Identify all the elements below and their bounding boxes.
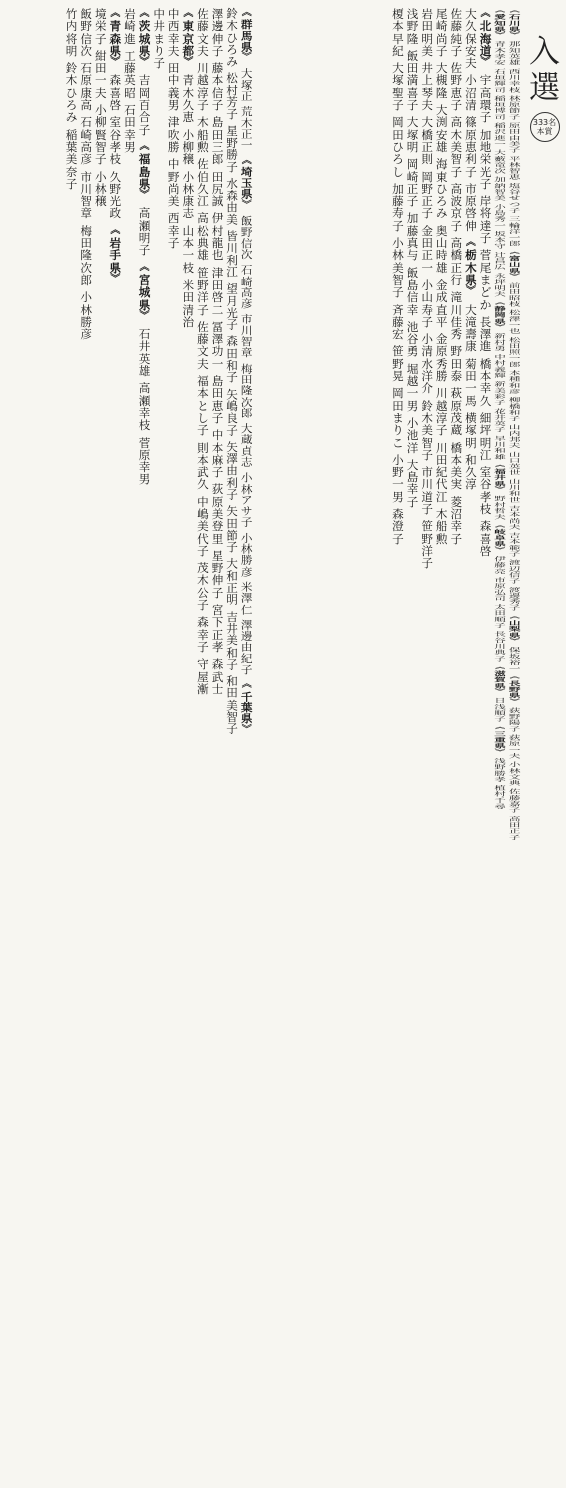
winner-name: 石 田 幸 男 <box>124 103 136 154</box>
winner-name: 稲 沢 進 一 <box>494 122 506 148</box>
winner-name: 中 本 麻 子 <box>211 428 224 480</box>
winner-name: 長 澤 進 <box>479 314 492 354</box>
winner-name: 岸 将 達 子 <box>479 194 492 246</box>
name-column <box>225 8 240 740</box>
winner-name: 大 藪 竜 次 <box>494 149 506 175</box>
name-column <box>449 8 464 550</box>
winner-name: 高 瀬 幸 枝 <box>138 381 151 433</box>
name-column <box>79 8 94 345</box>
winner-name: 橋 本 幸 久 <box>479 356 492 408</box>
winner-name: 加 地 栄 光 子 <box>479 127 492 191</box>
winner-name: 細 坪 明 江 <box>479 410 492 462</box>
winner-name: 澤 邊 伸 子 <box>211 7 224 58</box>
winner-name: 松 村 芳 子 <box>226 71 238 122</box>
winner-name: 小 野 一 男 <box>392 452 404 504</box>
name-column <box>93 8 108 212</box>
winner-name: 森 喜 啓 <box>109 73 122 113</box>
winner-name: 那 知 英 雄 <box>508 40 521 67</box>
winner-name: 佐 野 恵 子 <box>450 61 463 113</box>
winner-name: 岩 崎 進 <box>124 7 136 46</box>
winner-name: 大 和 正 明 <box>226 557 238 607</box>
winner-name: 岡 崎 正 子 <box>406 157 419 209</box>
winner-name: 斉 藤 宏 <box>392 302 404 342</box>
name-column <box>239 8 254 740</box>
winner-name: 冨 澤 功 一 <box>211 319 224 371</box>
winner-name: 岡 野 正 子 <box>421 169 433 221</box>
winner-name: 竹 内 将 明 <box>65 7 78 58</box>
winner-name: 植 村 千 尋 <box>494 784 506 811</box>
winner-name: 荻 原 美 登 里 <box>211 482 224 546</box>
winner-name: 佐 藤 嘉 子 <box>508 788 521 814</box>
name-column <box>405 8 420 513</box>
winner-name: 萩 原 茂 蔵 <box>450 386 463 438</box>
winner-name: 藤 本 信 子 <box>211 61 224 113</box>
winner-name: 川 越 淳 子 <box>197 61 209 113</box>
winner-name: 大 塚 明 <box>406 115 419 154</box>
name-column <box>493 8 508 812</box>
winner-name: 小 林 美 智 子 <box>392 236 404 300</box>
winner-name: 工 藤 英 昭 <box>124 48 136 100</box>
winner-name: 小 山 寿 子 <box>421 277 433 329</box>
winner-name: 飯 田 満 喜 子 <box>406 48 419 113</box>
winner-name: 佐 伯 久 江 <box>197 157 209 209</box>
winner-name: 大 島 幸 子 <box>406 457 419 509</box>
prefecture-heading: ︽ 北 海 道 ︾ <box>479 8 492 69</box>
winner-name: 米 澤 仁 <box>240 580 253 616</box>
prefecture-heading: ︽ 青 森 県 ︾ <box>109 8 122 69</box>
winner-name: 市 原 啓 伸 <box>465 181 477 233</box>
winner-name: 田 尻 誠 <box>211 169 224 209</box>
winner-name: 篠 原 恵 利 子 <box>465 115 477 179</box>
winner-name: 室 谷 孝 枝 <box>479 465 492 516</box>
prefecture-heading: ︽ 宮 城 県 ︾ <box>138 261 151 322</box>
winner-name: 小 林 勝 彦 <box>240 531 253 578</box>
winner-name: 松 田 照 一 郎 <box>508 336 521 368</box>
winner-name: 小 林 文 典 <box>508 761 521 787</box>
winner-name: 島 田 恵 子 <box>211 374 224 425</box>
winner-name: 岩 田 明 美 <box>421 7 433 58</box>
name-column <box>108 8 123 291</box>
winner-name: 梅 田 隆 次 郎 <box>80 223 92 287</box>
winner-name: 三 輪 洋 一 郎 <box>508 215 521 248</box>
winner-name: 小 柳 賢 智 子 <box>94 103 107 167</box>
winner-name: 小 島 秀 一 <box>494 203 506 229</box>
name-column <box>64 8 79 195</box>
winner-name: 平 林 智 恵 <box>508 155 521 181</box>
winner-name: 和 久 淳 <box>465 452 477 492</box>
winner-name: 高 松 典 雄 <box>197 211 209 263</box>
name-block-left <box>64 8 254 816</box>
name-column <box>123 8 138 158</box>
name-column <box>434 8 449 550</box>
winner-name: 高 橋 正 行 <box>450 236 463 287</box>
winner-name: 大 塚 聖 子 <box>392 61 404 113</box>
winner-name: 米 田 清 治 <box>182 277 195 329</box>
winner-name: 市 川 道 子 <box>421 465 433 516</box>
prefecture-heading: ︽ 東 京 都 ︾ <box>182 8 195 69</box>
prefecture-heading: ︽ 岐 阜 県 ︾ <box>494 522 506 553</box>
winner-name: 鈴 木 美 智 子 <box>421 398 433 462</box>
winner-name: 和 田 美 智 子 <box>226 674 238 736</box>
winner-name: 山 川 和 世 <box>508 477 521 504</box>
winner-name: 高 木 美 智 子 <box>450 115 463 179</box>
winner-name: 室 谷 孝 枝 <box>109 115 122 167</box>
winner-name: 長 谷 川 典 子 <box>494 630 506 663</box>
name-column <box>210 8 225 700</box>
winner-name: 中 村 義 輝 <box>494 353 506 380</box>
winner-name: 中 井 ま り 子 <box>153 7 165 71</box>
winner-name: 飯 島 信 幸 <box>406 265 419 317</box>
winner-name: 小 林 勝 彦 <box>80 290 92 342</box>
name-column <box>507 8 522 843</box>
name-column <box>196 8 211 700</box>
winner-name: 久 野 光 政 <box>109 169 122 221</box>
name-column <box>152 8 167 74</box>
winner-name: 渡 邊 秀 子 <box>508 586 521 612</box>
winner-name: 市 川 智 章 <box>240 312 253 359</box>
winner-name: 金 原 秀 勝 <box>435 332 448 384</box>
prefecture-heading: ︽ 三 重 県 ︾ <box>494 724 506 755</box>
winner-name: 大 橋 正 則 <box>421 115 433 167</box>
prefecture-heading: ︽ 埼 玉 県 ︾ <box>240 155 253 210</box>
winner-name: 高 波 京 子 <box>450 181 463 233</box>
winner-name: 荻 野 陽 子 <box>508 706 521 733</box>
winner-name: 佐 藤 文 夫 <box>197 7 209 58</box>
winner-name: 加 納 智 美 <box>494 176 506 202</box>
winner-name: 大 渕 安 雄 <box>435 103 448 154</box>
badge-count: 333名 <box>532 118 557 127</box>
winner-name: 奥 山 時 雄 <box>435 223 448 275</box>
name-column <box>137 8 152 491</box>
winner-name: 矢 澤 由 利 子 <box>226 440 238 502</box>
winner-name: 坂 本 守 <box>494 230 506 250</box>
winner-name: 池 谷 勇 <box>406 319 419 359</box>
winner-name: 田 中 義 男 <box>167 61 180 113</box>
winner-name: 水 森 由 美 <box>226 176 238 227</box>
winner-name: 西 川 幸 枝 <box>508 67 521 94</box>
winner-name: 飯 野 信 次 <box>80 7 92 58</box>
winner-name: 金 田 正 一 <box>421 223 433 275</box>
winner-name: 大 蔵 貞 志 <box>240 422 253 469</box>
winner-name: 小 林 ア サ 子 <box>240 471 253 529</box>
winner-name: 木 船 勲 <box>197 115 209 154</box>
winner-name: 星 野 伸 子 <box>211 548 224 600</box>
winner-name: 原 田 由 美 子 <box>508 122 521 154</box>
winner-name: 石 垣 輝 司 <box>494 67 506 94</box>
winner-name: 稲 葉 美 奈 子 <box>65 127 78 191</box>
name-column <box>391 8 406 550</box>
winner-name: 笹 野 洋 子 <box>197 265 209 317</box>
winner-name: 横 塚 明 <box>465 410 477 450</box>
winner-name: 津 吹 勝 <box>167 115 180 154</box>
winner-name: 星 野 勝 子 <box>226 124 238 174</box>
winner-name: 野 村 哲 夫 <box>494 495 506 521</box>
winner-name: 梅 田 隆 次 郎 <box>240 361 253 420</box>
winner-name: 本 種 和 彦 <box>508 369 521 395</box>
winner-name: 境 栄 子 <box>94 7 107 46</box>
winner-name: 青 木 久 恵 <box>182 73 195 125</box>
prefecture-heading: ︽ 茨 城 県 ︾ <box>138 8 151 69</box>
winner-name: 森 幸 子 <box>197 615 209 654</box>
winner-name: 加 藤 寿 子 <box>392 181 404 233</box>
winner-name: 笹 野 洋 子 <box>421 519 433 571</box>
winner-name: 守 屋 漸 <box>197 657 209 696</box>
winner-name: 矢 嶋 良 子 <box>226 387 238 437</box>
winner-name: 浅 野 隆 <box>406 7 419 46</box>
winner-name: 荻 原 一 夫 <box>508 734 521 760</box>
winner-name: 山 内 邦 夫 <box>508 423 521 450</box>
name-column <box>464 8 479 496</box>
winner-name: 中 嶋 美 代 子 <box>197 494 209 558</box>
winner-name: 澤 邊 由 紀 子 <box>240 618 253 676</box>
winner-name: 堀 越 一 男 <box>406 361 419 413</box>
winner-name: 滝 川 佳 秀 <box>450 290 463 342</box>
winner-name: 菅 尾 ま ど か <box>479 248 492 312</box>
winner-name: 高 田 正 子 <box>508 815 521 841</box>
winner-name: 福 本 と し 子 <box>197 374 209 438</box>
winner-name: 木 船 勲 <box>435 506 448 546</box>
winner-name: 笹 野 晃 <box>392 344 404 384</box>
winner-name: 新 美 彩 子 <box>494 380 506 407</box>
winner-name: 小 沼 清 <box>465 73 477 113</box>
winner-name: 柳 橋 和 子 <box>508 396 521 423</box>
winner-name: 松 澤 一 也 <box>508 309 521 335</box>
name-block-right <box>391 8 522 1488</box>
winner-name: 辻 昌 広 <box>494 251 506 271</box>
title-char-1: 入 <box>529 34 560 70</box>
winner-name: 中 西 幸 夫 <box>167 7 180 58</box>
winner-name: 林 原 節 子 <box>508 94 521 121</box>
winner-name: 川 越 淳 子 <box>435 386 448 438</box>
winner-name: 望 月 光 子 <box>226 282 238 332</box>
winner-name: 市 川 智 章 <box>80 169 92 221</box>
winner-name: 森 武 士 <box>211 657 224 696</box>
name-column <box>420 8 435 574</box>
winner-name: 飯 野 信 次 <box>240 214 253 261</box>
winner-name: 前 田 昭 枝 <box>508 282 521 308</box>
winner-name: 菱 沼 幸 子 <box>450 494 463 546</box>
winner-name: 岡 田 ま り こ <box>392 386 404 450</box>
prefecture-heading: ︽ 岩 手 県 ︾ <box>109 224 122 285</box>
winner-name: 大 滝 壽 康 <box>465 302 477 354</box>
badge-label: 本賞 <box>536 127 553 136</box>
winner-name: 花 井 英 子 <box>494 407 506 434</box>
winner-name: 稲 垣 博 司 <box>494 94 506 121</box>
winner-name: 宇 高 環 子 <box>479 73 492 125</box>
winner-name: 早 川 和 雄 <box>494 434 506 461</box>
winner-name: 菅 原 幸 男 <box>138 435 151 487</box>
winner-name: 津 田 啓 二 <box>211 265 224 317</box>
winner-name: 山 口 英 世 <box>508 450 521 477</box>
winner-name: 伊 藤 亮 <box>494 555 506 575</box>
prefecture-heading: ︽ 福 井 県 ︾ <box>494 462 506 493</box>
winner-name: 太 田 順 子 <box>494 603 506 630</box>
winner-name: 小 清 水 洋 介 <box>421 332 433 396</box>
winner-name: 塩 谷 せ つ 子 <box>508 182 521 214</box>
winner-name: 佐 藤 文 夫 <box>197 319 209 371</box>
winner-name: 中 野 尚 美 <box>167 157 180 209</box>
winner-name: 島 田 三 郎 <box>211 115 224 167</box>
winner-name: 山 本 一 枝 <box>182 223 195 275</box>
winner-name: 野 田 泰 <box>450 344 463 384</box>
winner-name: 紺 田 一 夫 <box>94 48 107 100</box>
winner-name: 荒 木 正 一 <box>240 105 253 152</box>
winner-name: 森 喜 啓 <box>479 519 492 558</box>
winner-name: 渡 辺 信 子 <box>508 559 521 585</box>
name-column <box>478 8 493 562</box>
winner-name: 金 成 直 平 <box>435 277 448 329</box>
winner-name: 大 槻 隆 <box>435 61 448 100</box>
winner-name: 石 原 康 高 <box>80 61 92 113</box>
winner-name: 尾 崎 尚 子 <box>435 7 448 58</box>
winner-name: 小 柳 穣 <box>182 127 195 167</box>
winner-name: 吉 本 範 子 <box>508 532 521 558</box>
winner-name: 森 澄 子 <box>392 506 404 546</box>
winner-name: 新 村 勇 <box>494 332 506 352</box>
prefecture-heading: ︽ 福 島 県 ︾ <box>138 140 151 202</box>
winner-name: 矢 田 節 子 <box>226 504 238 555</box>
winner-name: 宮 下 正 孝 <box>211 603 224 654</box>
winner-name: 西 幸 子 <box>167 211 180 251</box>
title-char-2: 選 <box>529 70 560 106</box>
prefecture-heading: ︽ 栃 木 県 ︾ <box>465 237 477 298</box>
winner-name: 大 塚 正 <box>240 67 253 103</box>
prefecture-heading: ︽ 千 葉 県 ︾ <box>240 679 253 735</box>
winner-name: 浅 野 勝 孝 <box>494 757 506 783</box>
winner-name: 吉 本 尚 夫 <box>508 504 521 531</box>
winner-name: 大 久 保 安 夫 <box>465 7 477 71</box>
prefecture-heading: ︽ 石 川 県 ︾ <box>508 8 521 39</box>
winner-name: 永 坪 明 夫 <box>494 272 506 298</box>
winner-name: 川 田 紀 代 江 <box>435 440 448 504</box>
winner-name: 茂 木 公 子 <box>197 561 209 613</box>
winner-name: 吉 岡 百 合 子 <box>138 73 151 137</box>
winner-name: 青 木 孝 安 <box>494 40 506 67</box>
prefecture-heading: ︽ 群 馬 県 ︾ <box>240 8 253 63</box>
name-column <box>181 8 196 333</box>
winner-name: 小 池 洋 <box>406 415 419 455</box>
winner-name: 石 井 英 雄 <box>138 327 151 379</box>
section-header <box>529 34 560 142</box>
prefecture-heading: ︽ 愛 知 県 ︾ <box>494 8 506 39</box>
winner-name: 伊 村 龍 也 <box>211 211 224 263</box>
winner-name: 橋 本 美 実 <box>450 440 463 492</box>
winner-name: 菊 田 一 馬 <box>465 356 477 408</box>
name-column <box>166 8 181 254</box>
prefecture-heading: ︽ 富 山 県 ︾ <box>508 249 521 280</box>
prefecture-heading: ︽ 滋 賀 県 ︾ <box>494 664 506 695</box>
prefecture-heading: ︽ 山 梨 県 ︾ <box>508 613 521 644</box>
winner-name: 榎 本 早 紀 <box>392 7 404 58</box>
winner-name: 市 原 弘 司 <box>494 576 506 602</box>
count-badge <box>530 112 560 142</box>
winner-name: 皆 川 利 江 <box>226 229 238 279</box>
winner-name: 鈴 木 ひ ろ み <box>65 61 78 125</box>
winner-name: 森 田 和 子 <box>226 334 238 385</box>
winner-name: 佐 藤 純 子 <box>450 7 463 58</box>
winner-name: 保 坂 裕 一 <box>508 646 521 673</box>
winner-name: 鈴 木 ひ ろ み <box>226 7 238 69</box>
winner-name: 海 東 ひ ろ み <box>435 157 448 221</box>
winner-name: 小 林 穣 <box>94 169 107 209</box>
winner-name: 小 林 康 志 <box>182 169 195 221</box>
winner-name: 吉 井 美 和 子 <box>226 609 238 672</box>
winner-name: 石 崎 高 彦 <box>240 263 253 310</box>
winner-name: 加 藤 真 与 <box>406 211 419 263</box>
winner-name: 則 本 武 久 <box>197 440 209 492</box>
winner-name: 日 浅 順 子 <box>494 697 506 723</box>
winner-name: 高 瀬 明 子 <box>138 206 151 258</box>
prefecture-heading: ︽ 長 野 県 ︾ <box>508 674 521 705</box>
winner-name: 井 上 琴 夫 <box>421 61 433 113</box>
prefecture-heading: ︽ 静 岡 県 ︾ <box>494 299 506 330</box>
winner-name: 岡 田 ひ ろ し <box>392 115 404 179</box>
winner-name: 石 崎 高 彦 <box>80 115 92 167</box>
